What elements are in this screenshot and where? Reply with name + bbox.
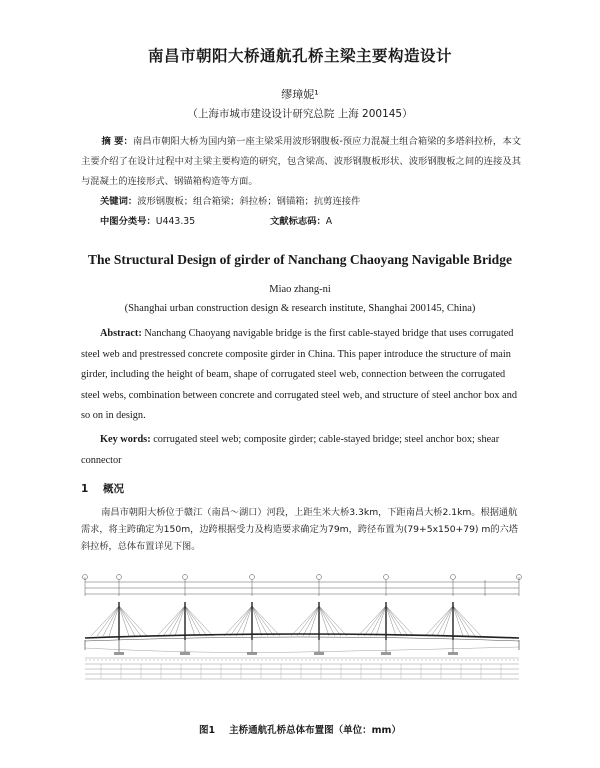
figure-1-number: 图1 (199, 725, 216, 736)
chinese-keywords (100, 192, 520, 212)
classification-label: 中图分类号： (100, 216, 156, 227)
section-1-heading (81, 481, 124, 496)
english-keywords-label: Key words: (100, 434, 151, 445)
chinese-author: 缪璋妮¹ (281, 88, 319, 101)
english-abstract-label: Abstract: (100, 328, 142, 339)
figure-1-caption-text: 主桥通航孔桥总体布置图（单位：mm） (229, 725, 401, 736)
english-title: The Structural Design of girder of Nanchang Chaoyang Navigable Bridge (88, 252, 512, 267)
elevation-table (85, 664, 519, 679)
stay-cables (91, 606, 481, 636)
classification-number (100, 212, 195, 232)
document-code (270, 212, 332, 232)
english-keywords (81, 430, 521, 471)
document-code-label: 文献标志码： (270, 216, 326, 227)
pier-footings (114, 652, 458, 655)
bridge-elevation-svg (81, 574, 523, 684)
elevation-table-ticks (101, 664, 501, 679)
document-code-value: A (325, 216, 333, 227)
english-abstract (81, 324, 521, 427)
section-1-title: 概况 (103, 483, 124, 495)
english-keywords-text: corrugated steel web; composite girder; cable-stayed bridge; steel anchor box; shear connector (81, 434, 500, 466)
chinese-keywords-text: 波形钢腹板；组合箱梁；斜拉桥；钢锚箱；抗剪连接件 (137, 196, 361, 207)
main-girder (85, 634, 519, 641)
english-abstract-text: Nanchang Chaoyang navigable bridge is the first cable-stayed bridge that uses corrugated steel web and prestressed concrete composite girder in China. This paper introduce the structure of main girder, including the height of beam, shape of corrugated steel web, connection between the corrugated steel webs, combination between concrete and corrugated steel web, and structure of steel anchor box and so on in design. (81, 328, 518, 421)
section-1-number: 1 (81, 483, 89, 495)
chinese-affiliation: （上海市城市建设设计研究总院 上海 200145） (187, 108, 413, 120)
piers (85, 636, 519, 652)
english-author: Miao zhang-ni (269, 284, 331, 295)
chinese-abstract-text: 南昌市朝阳大桥为国内第一座主梁采用波形钢腹板-预应力混凝土组合箱梁的多塔斜拉桥，本文主要介绍了在设计过程中对主梁主要构造的研究，包含梁高、波形钢腹板形状、波形钢腹板之间的连接及其与混凝土的连接形式、钢锚箱构造等方面。 (81, 136, 521, 187)
dimension-lines (85, 577, 519, 596)
section-1-paragraph: 南昌市朝阳大桥位于赣江（南昌～湖口）河段，上距生米大桥3.3km，下距南昌大桥2.1km。根据通航需求，将主跨确定为150m，边跨根据受力及构造要求确定为79m，跨径布置为(79+5x150+79) m的六塔斜拉桥，总体布置详见下图。 (81, 507, 518, 552)
chinese-abstract (81, 132, 521, 192)
bridge-layout-drawing (81, 574, 523, 684)
classification-value: U443.35 (155, 216, 196, 227)
english-affiliation: (Shanghai urban construction design & research institute, Shanghai 200145, China) (124, 303, 476, 314)
figure-1-caption (0, 722, 600, 736)
chinese-abstract-label: 摘 要： (101, 136, 133, 147)
chinese-title: 南昌市朝阳大桥通航孔桥主梁主要构造设计 (147, 47, 452, 65)
chinese-keywords-label: 关键词： (100, 196, 138, 207)
pier-markers (83, 575, 522, 580)
